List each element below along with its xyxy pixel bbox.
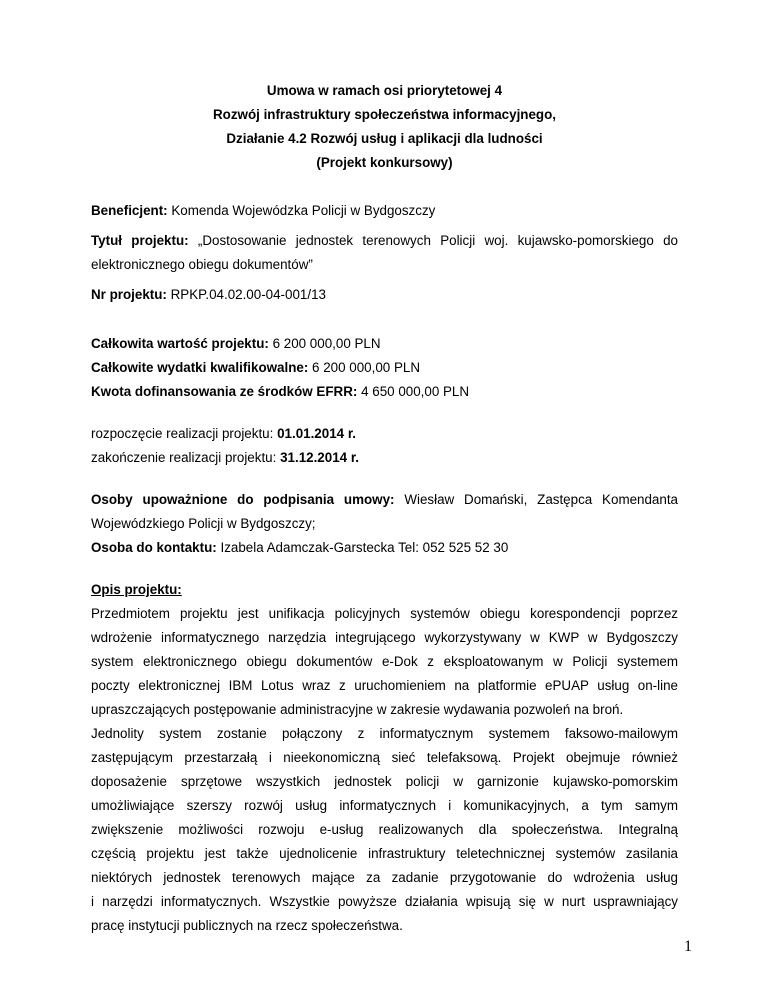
eligible-label: Całkowite wydatki kwalifikowalne: bbox=[91, 360, 309, 375]
opis-line: doposażenie sprzętowe wszystkich jednostek policji w garnizonie kujawsko-pomorskim bbox=[91, 774, 678, 789]
document-title bbox=[91, 79, 678, 175]
contact-row bbox=[91, 536, 678, 560]
eligible-amount: 6 200 000,00 PLN bbox=[312, 360, 420, 375]
opis-line: Przedmiotem projektu jest unifikacja policyjnych systemów obiegu korespondencji poprzez bbox=[91, 606, 678, 621]
opis-line: poczty elektronicznej IBM Lotus wraz z uruchomieniem na platformie ePUAP usług on-line bbox=[91, 678, 678, 693]
eligible-row bbox=[91, 356, 678, 380]
tytul-value-line-2: elektronicznego obiegu dokumentów” bbox=[91, 257, 313, 272]
title-line-4: (Projekt konkursowy) bbox=[316, 155, 453, 170]
efrr-row bbox=[91, 380, 678, 404]
nr-projektu-row bbox=[91, 283, 678, 307]
end-date-row bbox=[91, 446, 678, 470]
nr-projektu-value: RPKP.04.02.00-04-001/13 bbox=[170, 287, 326, 302]
page-number: 1 bbox=[684, 938, 692, 955]
end-date-label: zakończenie realizacji projektu: bbox=[91, 450, 277, 465]
opis-line: częścią projektu jest także ujednolicenie infrastruktury teletechnicznej systemów zasilania bbox=[91, 846, 678, 861]
opis-heading: Opis projektu: bbox=[91, 582, 182, 597]
opis-line: system elektronicznego obiegu dokumentów e-Dok z eksploatowanym w Policji systemem bbox=[91, 654, 678, 669]
total-value-amount: 6 200 000,00 PLN bbox=[272, 336, 381, 351]
tytul-value-line-1: „Dostosowanie jednostek terenowych Policji woj. kujawsko-pomorskiego do bbox=[197, 233, 678, 248]
beneficjent-label: Beneficjent: bbox=[91, 203, 168, 218]
title-line-1: Umowa w ramach osi priorytetowej 4 bbox=[266, 83, 503, 98]
document-page bbox=[91, 79, 678, 938]
opis-line: upraszczających postępowanie administracyjne w zakresie wydawania pozwoleń na broń. bbox=[91, 702, 624, 717]
signatory-value-line-1: Wiesław Domański, Zastępca Komendanta bbox=[404, 492, 678, 507]
title-line-3: Działanie 4.2 Rozwój usług i aplikacji dla ludności bbox=[226, 131, 543, 146]
contact-value: Izabela Adamczak-Garstecka Tel: 052 525 52 30 bbox=[220, 540, 509, 555]
signatory-value-line-2: Wojewódzkiego Policji w Bydgoszczy; bbox=[91, 516, 316, 531]
opis-line: wdrożenie informatycznego narzędzia integrującego wykorzystywany w KWP w Bydgoszczy bbox=[91, 630, 678, 645]
opis-line: zastępującym przestarzałą i nieekonomiczną sieć telefaksową. Projekt obejmuje również bbox=[91, 750, 678, 765]
nr-projektu-label: Nr projektu: bbox=[91, 287, 167, 302]
beneficjent-value: Komenda Wojewódzka Policji w Bydgoszczy bbox=[171, 203, 436, 218]
tytul-row bbox=[91, 229, 678, 253]
contact-label: Osoba do kontaktu: bbox=[91, 540, 217, 555]
title-line-2: Rozwój infrastruktury społeczeństwa informacyjnego, bbox=[212, 107, 557, 122]
opis-body bbox=[91, 602, 678, 938]
beneficjent-row bbox=[91, 199, 678, 223]
opis-line: Jednolity system zostanie połączony z informatycznym systemem faksowo-mailowym bbox=[91, 726, 678, 741]
total-value-row bbox=[91, 332, 678, 356]
efrr-label: Kwota dofinansowania ze środków EFRR: bbox=[91, 384, 358, 399]
start-date-row bbox=[91, 422, 678, 446]
end-date-value: 31.12.2014 r. bbox=[280, 450, 360, 465]
efrr-amount: 4 650 000,00 PLN bbox=[361, 384, 470, 399]
start-date-label: rozpoczęcie realizacji projektu: bbox=[91, 426, 274, 441]
tytul-label: Tytuł projektu: bbox=[91, 233, 189, 248]
signatory-row bbox=[91, 488, 678, 512]
opis-line: niektórych jednostek terenowych mające za zadanie przygotowanie do wdrożenia usług bbox=[91, 870, 678, 885]
signatory-label: Osoby upoważnione do podpisania umowy: bbox=[91, 492, 395, 507]
opis-line: zwiększenie możliwości rozwoju e-usług realizowanych dla społeczeństwa. Integralną bbox=[91, 822, 678, 837]
opis-line: pracę instytucji publicznych na rzecz społeczeństwa. bbox=[91, 918, 403, 933]
opis-line: umożliwiające szerszy rozwój usług informatycznych i komunikacyjnych, a tym samym bbox=[91, 798, 678, 813]
total-value-label: Całkowita wartość projektu: bbox=[91, 336, 269, 351]
start-date-value: 01.01.2014 r. bbox=[277, 426, 357, 441]
opis-line: i narzędzi informatycznych. Wszystkie powyższe działania wpisują się w nurt usprawniający bbox=[91, 894, 678, 909]
